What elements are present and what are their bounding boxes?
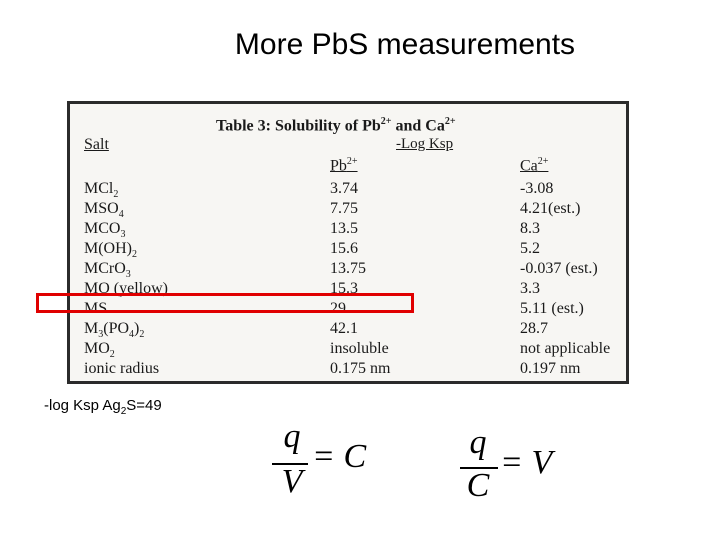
pb-cell: 7.75 <box>330 200 358 217</box>
eq1-numerator: q <box>283 418 301 455</box>
salt-cell: MO (yellow) <box>84 280 168 297</box>
ca-cell: -3.08 <box>520 180 554 197</box>
salt-cell: ionic radius <box>84 360 160 377</box>
salt-cell: $MSO_4$ <box>84 200 124 221</box>
ca-cell: not applicable <box>520 340 611 357</box>
table-body <box>70 179 626 379</box>
table-row <box>70 259 626 279</box>
ca-cell: 8.3 <box>520 220 540 237</box>
table-row <box>70 319 626 339</box>
ca-cell: -0.037 (est.) <box>520 260 598 277</box>
table-title: Table 3: Solubility of $Pb^{2+}$ and $Ca^{2+}$ <box>216 116 456 135</box>
pb-cell: 42.1 <box>330 320 358 337</box>
salt-column-header: Salt <box>84 136 109 153</box>
ca-cell: 4.21(est.) <box>520 200 581 217</box>
salt-cell: MCrO$_3$ <box>84 260 131 281</box>
pb-cell: 29 <box>330 300 346 317</box>
ca-cell: 5.2 <box>520 240 540 257</box>
salt-cell: MS <box>84 300 108 317</box>
salt-cell: $MO_2$ <box>84 340 115 361</box>
table-row <box>70 179 626 199</box>
eq2-denominator: C <box>466 467 490 504</box>
slide-title: More PbS measurements <box>234 28 576 61</box>
pb-cell: 13.75 <box>330 260 366 277</box>
ca-column-header: $Ca^{2+}$ <box>520 156 549 175</box>
pb-cell: insoluble <box>330 340 389 357</box>
ca-cell: 28.7 <box>520 320 548 337</box>
salt-cell: MCl$_2$ <box>84 180 119 201</box>
pb-cell: 3.74 <box>330 180 358 197</box>
table-row <box>70 199 626 219</box>
pb-cell: 15.6 <box>330 240 358 257</box>
eq1-denominator: V <box>281 463 303 500</box>
pb-cell: 0.175 nm <box>330 360 391 377</box>
scanned-solubility-table <box>67 101 629 384</box>
eq2-rhs: = V <box>500 444 553 481</box>
table-row <box>70 239 626 259</box>
ca-cell: 5.11 (est.) <box>520 300 584 317</box>
table-row <box>70 359 626 379</box>
ca-cell: 3.3 <box>520 280 540 297</box>
eq1-rhs: = C <box>312 438 367 475</box>
ag2s-note: -log Ksp $Ag_2S=49$ <box>44 397 162 417</box>
salt-cell: $M_3(PO_4)_2$ <box>84 320 145 341</box>
eq2-numerator: q <box>469 424 487 461</box>
table-row <box>70 219 626 239</box>
pb-column-header: $Pb^{2+}$ <box>330 156 358 175</box>
salt-cell: $M(OH)_2$ <box>84 240 137 261</box>
ca-cell: 0.197 nm <box>520 360 581 377</box>
salt-cell: $MCO_3$ <box>84 220 126 241</box>
pb-cell: 15.3 <box>330 280 358 297</box>
table-row <box>70 339 626 359</box>
log-ksp-header: -Log Ksp <box>396 136 454 152</box>
pb-cell: 13.5 <box>330 220 358 237</box>
ms-row-highlight-box <box>36 293 414 313</box>
